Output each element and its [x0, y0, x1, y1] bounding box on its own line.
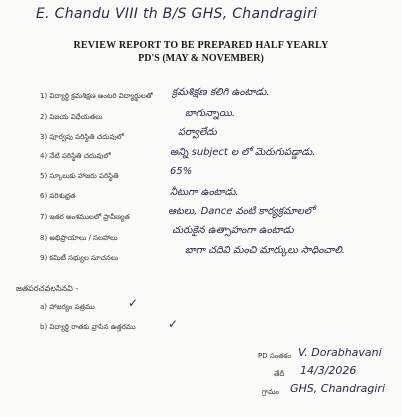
report-subtitle: PD'S (MAY & NOVEMBER) — [138, 53, 264, 64]
date-value: 14/3/2026 — [300, 364, 357, 377]
item-answer-6: నీటుగా ఉంటాడు. — [170, 187, 239, 198]
item-answer-1: క్రమశిక్షణ కలిగి ఉంటాడు. — [172, 87, 270, 98]
item-label-3: 3) పూర్వపు పరిస్థితి చదువులో — [40, 133, 124, 141]
checkmark-icon: ✓ — [168, 317, 179, 331]
item-label-7: 7) ఇతర అంశములలో ప్రావీణ్యత — [40, 213, 130, 221]
item-label-2: 2) విజయ విధేయతలు — [40, 113, 103, 121]
item-label-5: 5) స్కూలుకు హాజరు పరిస్థితి — [40, 172, 119, 180]
item-answer-3: పర్వాలేదు — [178, 127, 217, 138]
attachment-a-label: a) హాజర్యం పత్రము — [40, 303, 95, 311]
item-answer-9: బాగా చదివి మంచి మార్కులు సాధించాలి. — [185, 245, 345, 256]
attachments-title: జతపరచవలసినవి - — [16, 284, 79, 293]
date-label: తేదీ — [274, 370, 285, 378]
item-answer-8: చురుకైన ఉత్సాహంగా ఉంటాడు — [172, 225, 294, 236]
item-label-9: 9) కమిటీ సభ్యుల సూచనలు — [40, 254, 119, 262]
pd-signature-value: V. Dorabhavani — [298, 346, 382, 359]
item-label-8: 8) అభిప్రాయాలు / సలహాలు — [40, 234, 118, 242]
place-value: GHS, Chandragiri — [290, 382, 385, 395]
item-answer-5: 65% — [170, 166, 193, 177]
item-answer-4: అన్ని subject ల లో మెరుగుపడ్డాడు. — [170, 147, 316, 158]
attachment-b-label: b) విద్యార్థి రాతకు వ్రాసిన ఉత్తరము — [40, 323, 136, 331]
item-answer-7: ఆటలు, Dance వంటి కార్యక్రమాలలో — [168, 206, 315, 217]
item-label-4: 4) నేటి పరిస్థితి చదువులో — [40, 152, 111, 160]
report-title: REVIEW REPORT TO BE PREPARED HALF YEARLY — [73, 40, 329, 51]
student-header: E. Chandu VIII th B/S GHS, Chandragiri — [36, 6, 318, 22]
item-label-1: 1) విద్యార్థి క్రమశిక్షణ అంటరి విద్యార్థులతో — [40, 92, 153, 100]
place-label: గ్రామం — [262, 388, 280, 396]
item-label-6: 6) పరిశుభ్రత — [40, 192, 76, 200]
pd-signature-label: PD సంతకం — [258, 352, 291, 360]
checkmark-icon: ✓ — [128, 296, 139, 310]
item-answer-2: బాగున్నాయి. — [185, 108, 236, 119]
